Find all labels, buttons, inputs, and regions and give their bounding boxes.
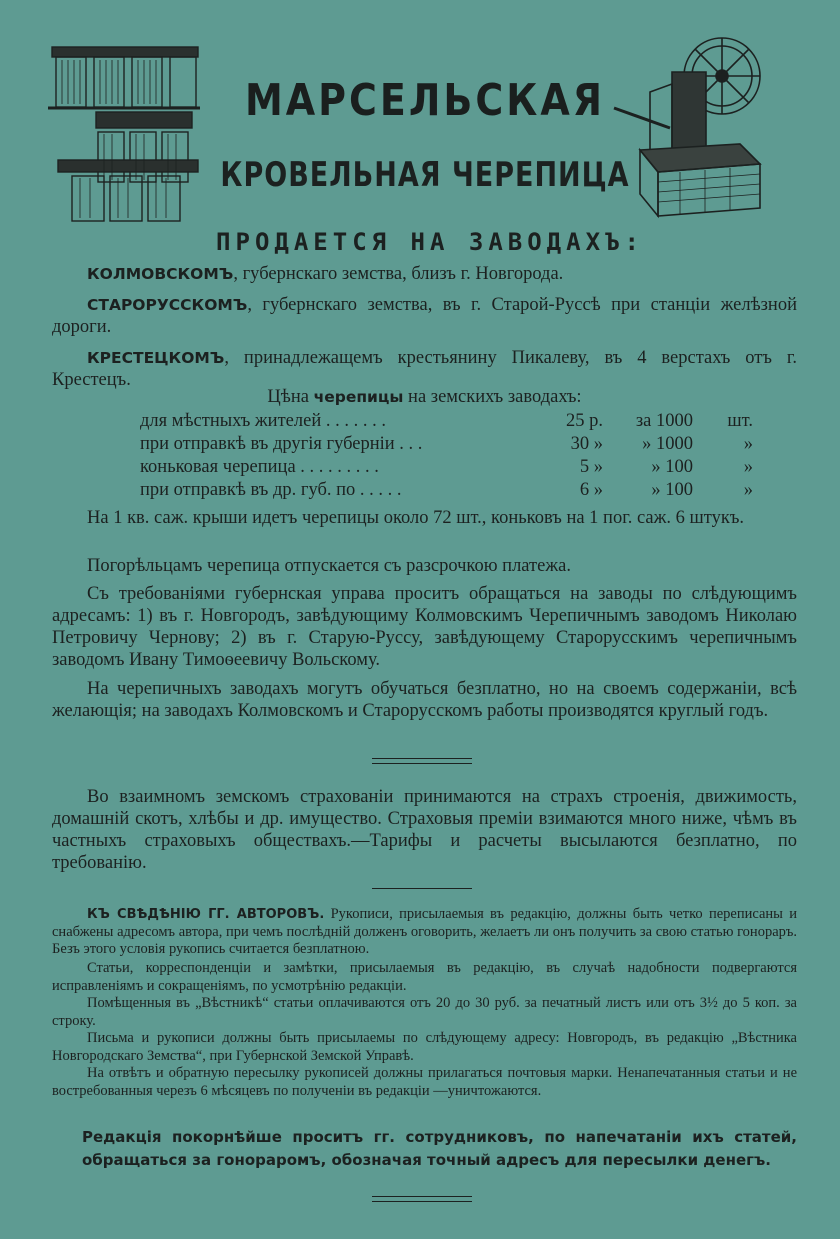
price-value: 5 » — [579, 457, 603, 477]
paragraph-requests: Съ требованіями губернская управа проситъ обращаться на заводы по слѣдующимъ адресамъ: 1) въ г. Новгородъ, завѣдующиму Колмовскимъ Черепичнымъ заводомъ Николаю Петровичу Чернову; 2) въ г. Старую-Руссу, завѣдующему Старорусскимъ черепичнымъ заводомъ Ивану Тимоѳеевичу Вольскому. — [52, 584, 797, 670]
price-quantity: » 1000 — [642, 434, 693, 454]
price-unit: » — [743, 434, 753, 454]
factory-description: , принадлежащемъ крестьянину Пикалеву, въ 4 верстахъ отъ г. Крестецъ. — [52, 348, 797, 390]
roof-tiles-illustration — [44, 42, 202, 224]
paragraph-insurance: Во взаимномъ земскомъ страхованіи принимаются на страхъ строенія, движимость, домашній скотъ, хлѣбы и др. имущество. Страховыя преміи взимаются много ниже, чѣмъ въ частныхъ страховыхъ обществахъ.—Тарифы и расчеты высылаются безплатно, по требованію. — [52, 787, 797, 873]
price-value: 30 » — [570, 434, 603, 454]
factory-name: КРЕСТЕЦКОМЪ — [87, 349, 225, 367]
factory-name: СТАРОРУССКОМЪ — [87, 296, 248, 314]
sold-at-heading: ПРОДАЕТСЯ НА ЗАВОДАХЪ: — [216, 228, 644, 256]
price-quantity: » 100 — [651, 457, 693, 477]
price-unit: » — [743, 457, 753, 477]
price-unit: » — [743, 480, 753, 500]
factory-staraya-russa — [52, 294, 797, 338]
authors-heading: КЪ СВѢДѢНІЮ ГГ. АВТОРОВЪ. — [87, 907, 325, 922]
price-label: для мѣстныхъ жителей . . . . . . . — [140, 411, 386, 431]
double-divider — [372, 758, 472, 764]
editorial-notice: Редакція покорнѣйше проситъ гг. сотрудниковъ, по напечатаніи ихъ статей, обращаться за гонораромъ, обозначая точный адресъ для пересылки денегъ. — [82, 1128, 797, 1169]
authors-paragraph: Помѣщенныя въ „Вѣстникѣ“ статьи оплачиваются отъ 20 до 30 руб. за печатный листъ или отъ 3½ до 5 коп. за строку. — [52, 995, 797, 1029]
factory-name: КОЛМОВСКОМЪ — [87, 265, 234, 283]
factory-description: , губернскаго земства, близъ г. Новгорода. — [233, 264, 564, 284]
authors-paragraph: Письма и рукописи должны быть присылаемы по слѣдующему адресу: Новгородъ, въ редакцію „Вѣстника Новгородскаго Земства“, при Губернской Земской Управѣ. — [52, 1030, 797, 1064]
factory-krestsy — [52, 347, 797, 391]
poster-subtitle: КРОВЕЛЬНАЯ ЧЕРЕПИЦА — [220, 156, 630, 195]
price-quantity: » 100 — [651, 480, 693, 500]
authors-paragraph: Статьи, корреспонденціи и замѣтки, присылаемыя въ редакцію, въ случаѣ надобности подвергаются исправленіямъ и сокращеніямъ, по усмотрѣнію редакціи. — [52, 960, 797, 994]
authors-paragraph — [52, 906, 797, 959]
poster-title: МАРСЕЛЬСКАЯ — [244, 74, 606, 126]
authors-text: Рукописи, присылаемыя въ редакцію, должны быть четко переписаны и снабжены адресомъ автора, при чемъ послѣдній долженъ оговорить, желаетъ ли онъ получить за свою статью гонораръ. Безъ этого условія рукопись считается безплатною. — [52, 906, 797, 957]
price-heading-text: Цѣна — [267, 387, 314, 407]
price-row — [140, 410, 753, 433]
paragraph-training: На черепичныхъ заводахъ могутъ обучаться безплатно, но на своемъ содержаніи, всѣ желающія; на заводахъ Колмовскомъ и Старорусскомъ работы производятся круглый годъ. — [52, 679, 797, 721]
factory-description: , губернскаго земства, въ г. Старой-Руссѣ при станціи желѣзной дороги. — [52, 295, 797, 337]
factory-kolmovo — [52, 263, 797, 285]
price-label: при отправкѣ въ другія губерніи . . . — [140, 434, 423, 454]
price-value: 25 р. — [566, 411, 603, 431]
paragraph-fire-victims: Погорѣльцамъ черепица отпускается съ разсрочкою платежа. — [87, 556, 571, 576]
price-heading — [52, 387, 797, 408]
price-heading-text: на земскихъ заводахъ: — [403, 387, 582, 407]
bottom-divider — [372, 1196, 472, 1202]
price-unit: шт. — [727, 411, 753, 431]
paragraph-per-sazhen: На 1 кв. саж. крыши идетъ черепицы около 72 шт., коньковъ на 1 пог. саж. 6 штукъ. — [87, 508, 745, 528]
price-table — [140, 410, 753, 502]
single-divider — [372, 888, 472, 889]
price-row — [140, 433, 753, 456]
price-row — [140, 479, 753, 502]
price-quantity: за 1000 — [635, 411, 693, 431]
price-value: 6 » — [579, 480, 603, 500]
authors-paragraph: На отвѣтъ и обратную пересылку рукописей должны прилагаться почтовыя марки. Ненапечатанныя статьи и не востребованныя черезъ 6 мѣсяцевъ по полученіи въ редакціи —уничтожаются. — [52, 1065, 797, 1099]
price-label: коньковая черепица . . . . . . . . . — [140, 457, 379, 477]
price-heading-keyword: черепицы — [313, 388, 404, 406]
price-row — [140, 456, 753, 479]
price-label: при отправкѣ въ др. губ. по . . . . . — [140, 480, 402, 500]
